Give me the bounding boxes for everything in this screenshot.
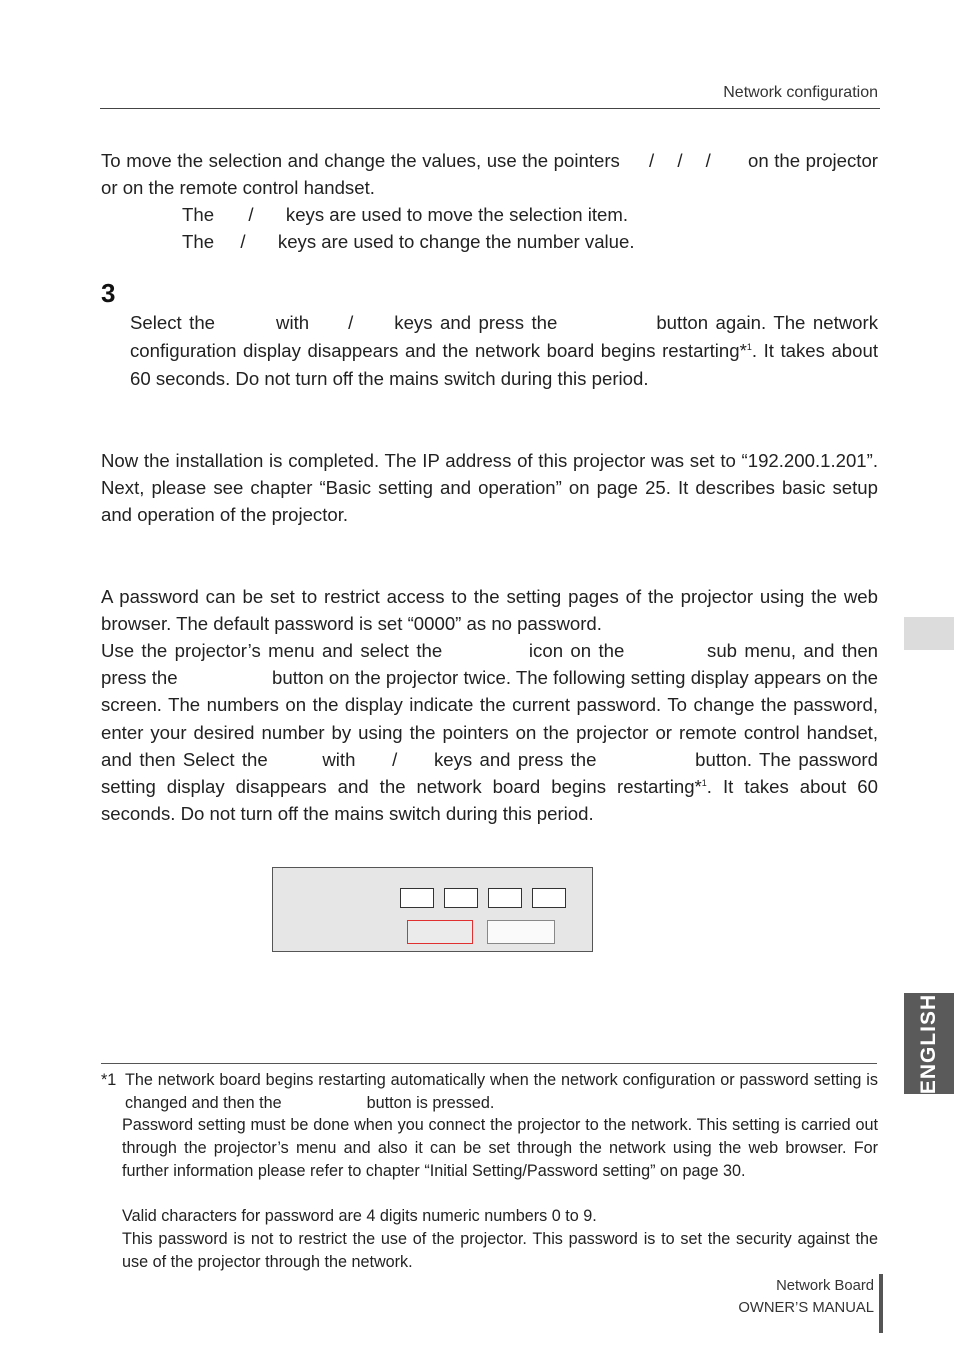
password-paragraph-1: A password can be set to restrict access to the setting pages of the projector using the web browser. The default password is set “0000” as no password.: [101, 586, 878, 635]
password-text-b: icon on the: [528, 640, 625, 661]
step-number: 3: [101, 278, 116, 308]
password-digit-3[interactable]: [488, 888, 522, 908]
intro-text-a: To move the selection and change the values, use the pointers: [101, 150, 620, 171]
intro-line-1-text: keys are used to move the selection item.: [285, 204, 628, 225]
footnote-ref: 1: [701, 777, 707, 788]
intro-line-1: [182, 201, 628, 228]
footnote-paragraph-2: Password setting must be done when you connect the projector to the network. This setting is carried out through the projector’s menu and also it can be set through the network using the web browser. For further information please refer to chapter “Initial Setting/Password setting” on page 30.: [122, 1116, 878, 1180]
password-text-c: sub menu, and then press the: [101, 640, 879, 689]
step-3-text-e: . It takes about 60 seconds. Do not turn off the mains switch during this period.: [130, 339, 878, 389]
step-3-sep: /: [348, 312, 354, 333]
intro-paragraph: [101, 147, 878, 201]
chapter-tab: [904, 617, 954, 650]
footnote-paragraph-3: Valid characters for password are 4 digits numeric numbers 0 to 9.: [122, 1207, 597, 1225]
password-digit-1[interactable]: [400, 888, 434, 908]
header-rule: [100, 108, 880, 109]
step-3-paragraph: [130, 309, 878, 392]
cancel-button[interactable]: [487, 920, 555, 944]
password-text-g: button. The password setting display disappears and the network board begins restarting*: [101, 748, 878, 798]
step-3-text-b: with: [276, 312, 310, 333]
intro-sep-1: /: [649, 150, 655, 171]
intro-line-1-sep: /: [248, 204, 254, 225]
footnote-line-1: [125, 1069, 878, 1115]
intro-line-2-sep: /: [240, 231, 246, 252]
header-section-title: Network configuration: [723, 84, 878, 101]
intro-line-2: [182, 228, 635, 255]
intro-text-b: on the projector or on the remote control handset.: [101, 150, 879, 199]
password-text-a: Use the projector’s menu and select the: [101, 640, 443, 661]
password-text-h: . It takes about 60 seconds. Do not turn off the mains switch during this period.: [101, 776, 878, 825]
footer-line-1: Network Board: [776, 1278, 874, 1294]
footnote-ref: 1: [746, 341, 752, 352]
password-paragraph-2: [101, 637, 878, 827]
password-setting-display: [272, 867, 593, 952]
password-digit-4[interactable]: [532, 888, 566, 908]
step-3-text-a: Select the: [130, 312, 216, 333]
footnote-line-1-text: The network board begins restarting automatically when the network configuration or password setting is changed and then the: [125, 1071, 878, 1112]
password-text-e: with: [322, 748, 356, 770]
password-digit-2[interactable]: [444, 888, 478, 908]
password-text-d: button on the projector twice. The following setting display appears on the screen. The numbers on the display indicate the current password. To change the password, enter your desired number by using the pointers on the projector or remote control handset, and then Select the: [101, 667, 879, 770]
footer-bar: [879, 1274, 883, 1333]
intro-sep-3: /: [705, 150, 711, 171]
step-3-text-d: button again. The network configuration display disappears and the network board begins restarting*: [130, 312, 878, 361]
language-tab: [904, 993, 954, 1094]
completion-paragraph: Now the installation is completed. The IP address of this projector was set to “192.200.1.201”. Next, please see chapter “Basic setting and operation” on page 25. It describes basic setup and operation of the projector.: [101, 450, 878, 526]
password-text-f: keys and press the: [433, 748, 597, 770]
intro-sep-2: /: [677, 150, 683, 171]
footnote-marker: *1: [101, 1071, 117, 1089]
footnote-rule: [101, 1063, 877, 1064]
footnote-paragraph-4: This password is not to restrict the use of the projector. This password is to set the security against the use of the projector through the network.: [122, 1230, 878, 1271]
intro-line-2-text: keys are used to change the number value.: [277, 231, 635, 252]
language-tab-label: ENGLISH: [917, 993, 940, 1094]
password-sep: /: [392, 748, 398, 770]
intro-line-1-the: The: [182, 204, 215, 225]
set-button[interactable]: [407, 920, 473, 944]
step-3-text-c: keys and press the: [394, 312, 558, 333]
footer-line-2: OWNER’S MANUAL: [738, 1300, 874, 1316]
footnote-line-1-end: button is pressed.: [366, 1093, 495, 1112]
intro-line-2-the: The: [182, 231, 215, 252]
